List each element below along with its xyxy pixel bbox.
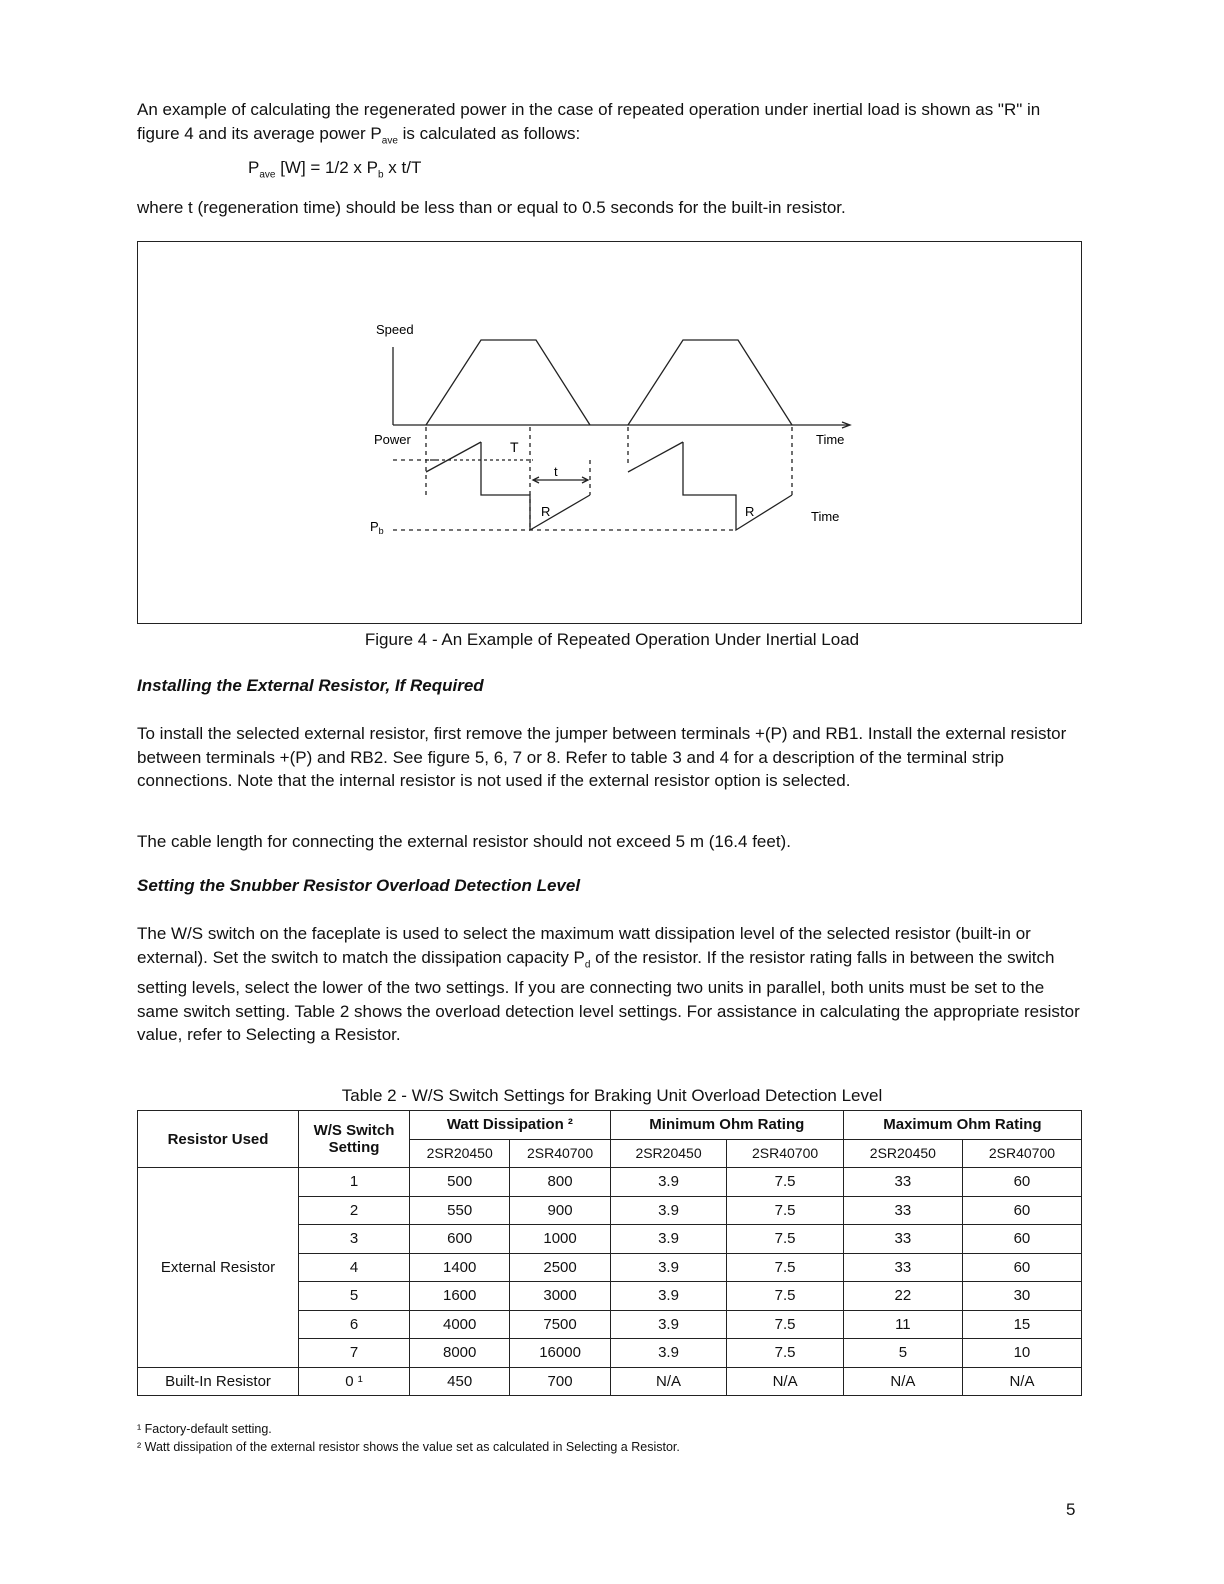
table-cell: 33 — [843, 1253, 962, 1282]
table-row-builtin — [138, 1367, 1082, 1396]
ws-switch-settings-table — [137, 1110, 1082, 1396]
table-cell: N/A — [727, 1367, 844, 1396]
T-label: T — [510, 439, 519, 455]
table-cell: N/A — [843, 1367, 962, 1396]
header-max-ohm: Maximum Ohm Rating — [843, 1111, 1081, 1140]
table-cell: 6 — [299, 1310, 410, 1339]
table-cell: 550 — [410, 1196, 510, 1225]
intro-paragraph: An example of calculating the regenerated power in the case of repeated operation under inertial load is shown as "R" in figure 4 and its average power $P_{ave}$ is calculated as follows: — [137, 100, 1041, 146]
table-cell: 1400 — [410, 1253, 510, 1282]
regeneration-time-note: where t (regeneration time) should be less than or equal to 0.5 seconds for the built-in resistor. — [137, 198, 846, 217]
table-cell: 3.9 — [610, 1196, 727, 1225]
figure-4-caption: Figure 4 - An Example of Repeated Operation Under Inertial Load — [364, 630, 860, 649]
time-label-2: Time — [811, 509, 840, 524]
header-min-ohm: Minimum Ohm Rating — [610, 1111, 843, 1140]
t-label: t — [554, 464, 558, 479]
table-cell: 60 — [962, 1253, 1081, 1282]
table-cell: N/A — [962, 1367, 1081, 1396]
model-2sr20450: 2SR20450 — [843, 1139, 962, 1168]
speed-label: Speed — [376, 322, 414, 337]
table-cell: 450 — [410, 1367, 510, 1396]
table-cell: 1 — [299, 1168, 410, 1197]
table-cell: 30 — [962, 1282, 1081, 1311]
table-cell: 3.9 — [610, 1310, 727, 1339]
table-cell: 15 — [962, 1310, 1081, 1339]
table-cell: 10 — [962, 1339, 1081, 1368]
R-label-1: R — [541, 504, 551, 519]
table-cell: 900 — [510, 1196, 610, 1225]
table-cell: 700 — [510, 1367, 610, 1396]
pb-label: $P_b$ — [370, 519, 384, 536]
table-cell: N/A — [610, 1367, 727, 1396]
table-cell: 1000 — [510, 1225, 610, 1254]
cable-length-paragraph: The cable length for connecting the external resistor should not exceed 5 m (16.4 feet). — [137, 832, 791, 851]
table-cell: 60 — [962, 1225, 1081, 1254]
power-ramp-1 — [426, 442, 481, 472]
table-cell: 3.9 — [610, 1225, 727, 1254]
table-cell: 7.5 — [727, 1196, 844, 1225]
table-cell: 3 — [299, 1225, 410, 1254]
table-cell: 600 — [410, 1225, 510, 1254]
table-cell: 7.5 — [727, 1253, 844, 1282]
table-cell: 60 — [962, 1168, 1081, 1197]
table-header-row — [138, 1111, 1082, 1140]
R-label-2: R — [745, 504, 755, 519]
table-row — [138, 1168, 1082, 1197]
table-cell: 33 — [843, 1225, 962, 1254]
speed-profile-2 — [628, 340, 792, 425]
table-cell: 8000 — [410, 1339, 510, 1368]
table-cell: 60 — [962, 1196, 1081, 1225]
table-cell: 33 — [843, 1196, 962, 1225]
table-cell: 0 ¹ — [299, 1367, 410, 1396]
table-cell: 16000 — [510, 1339, 610, 1368]
table-cell: 800 — [510, 1168, 610, 1197]
table-cell: 11 — [843, 1310, 962, 1339]
table-cell: 500 — [410, 1168, 510, 1197]
time-label-1: Time — [816, 432, 845, 447]
average-power-formula: $P_{ave}$ [W] = 1/2 x $P_b$ x t/T — [248, 158, 422, 181]
footnote-2: ² Watt dissipation of the external resistor shows the value set as calculated in Selecting a Resistor. — [137, 1440, 680, 1454]
builtin-resistor-label: Built-In Resistor — [138, 1367, 299, 1396]
model-2sr20450: 2SR20450 — [410, 1139, 510, 1168]
figure-4-frame — [137, 241, 1082, 624]
table-cell: 5 — [299, 1282, 410, 1311]
table-cell: 7.5 — [727, 1339, 844, 1368]
table-cell: 7.5 — [727, 1168, 844, 1197]
table-cell: 3.9 — [610, 1253, 727, 1282]
external-resistor-label: External Resistor — [138, 1168, 299, 1368]
table-cell: 22 — [843, 1282, 962, 1311]
table-cell: 5 — [843, 1339, 962, 1368]
power-step-2 — [683, 442, 792, 530]
install-paragraph: To install the selected external resistor, first remove the jumper between terminals +(P) and RB1. Install the external resistor between terminals +(P) and RB2. See figure 5, 6, 7 or 8. Refer to table 3 and 4 for a description of the terminal strip connections. Note that the internal resistor is not used if the external resistor option is selected. — [137, 724, 1067, 790]
table-cell: 2 — [299, 1196, 410, 1225]
table-cell: 7500 — [510, 1310, 610, 1339]
table-cell: 7.5 — [727, 1225, 844, 1254]
power-step-1 — [481, 442, 590, 530]
table-cell: 1600 — [410, 1282, 510, 1311]
table-cell: 3.9 — [610, 1339, 727, 1368]
model-2sr40700: 2SR40700 — [727, 1139, 844, 1168]
header-ws-switch: W/S Switch Setting — [299, 1111, 410, 1168]
model-2sr40700: 2SR40700 — [962, 1139, 1081, 1168]
section-heading-overload-level: Setting the Snubber Resistor Overload Detection Level — [137, 876, 581, 895]
table-cell: 3.9 — [610, 1168, 727, 1197]
table-cell: 3000 — [510, 1282, 610, 1311]
model-2sr40700: 2SR40700 — [510, 1139, 610, 1168]
table-cell: 7.5 — [727, 1282, 844, 1311]
table-cell: 7 — [299, 1339, 410, 1368]
table-cell: 4000 — [410, 1310, 510, 1339]
power-label: Power — [374, 432, 411, 447]
section-heading-external-resistor: Installing the External Resistor, If Required — [137, 676, 484, 695]
table-cell: 2500 — [510, 1253, 610, 1282]
model-2sr20450: 2SR20450 — [610, 1139, 727, 1168]
speed-profile-1 — [426, 340, 590, 425]
table-cell: 4 — [299, 1253, 410, 1282]
table-cell: 3.9 — [610, 1282, 727, 1311]
footnote-1: ¹ Factory-default setting. — [137, 1422, 272, 1436]
table-cell: 7.5 — [727, 1310, 844, 1339]
power-ramp-2 — [628, 442, 683, 472]
page-number: 5 — [1066, 1500, 1076, 1519]
overload-paragraph: The W/S switch on the faceplate is used to select the maximum watt dissipation level of the selected resistor (built-in or external). Set the switch to match the dissipation capacity $P_d$ of the resistor. If the resistor rating falls in between the switch setting levels, select the lower of the two settings. If you are connecting two units in parallel, both units must be set to the same switch setting. Table 2 shows the overload detection level settings. For assistance in calculating the appropriate resistor value, refer to Selecting a Resistor. — [137, 924, 1080, 1045]
table-2-caption: Table 2 - W/S Switch Settings for Braking Unit Overload Detection Level — [341, 1086, 883, 1105]
speed-power-diagram — [138, 242, 1080, 622]
header-resistor-used: Resistor Used — [138, 1111, 299, 1168]
header-watt-dissipation: Watt Dissipation ² — [410, 1111, 611, 1140]
table-cell: 33 — [843, 1168, 962, 1197]
